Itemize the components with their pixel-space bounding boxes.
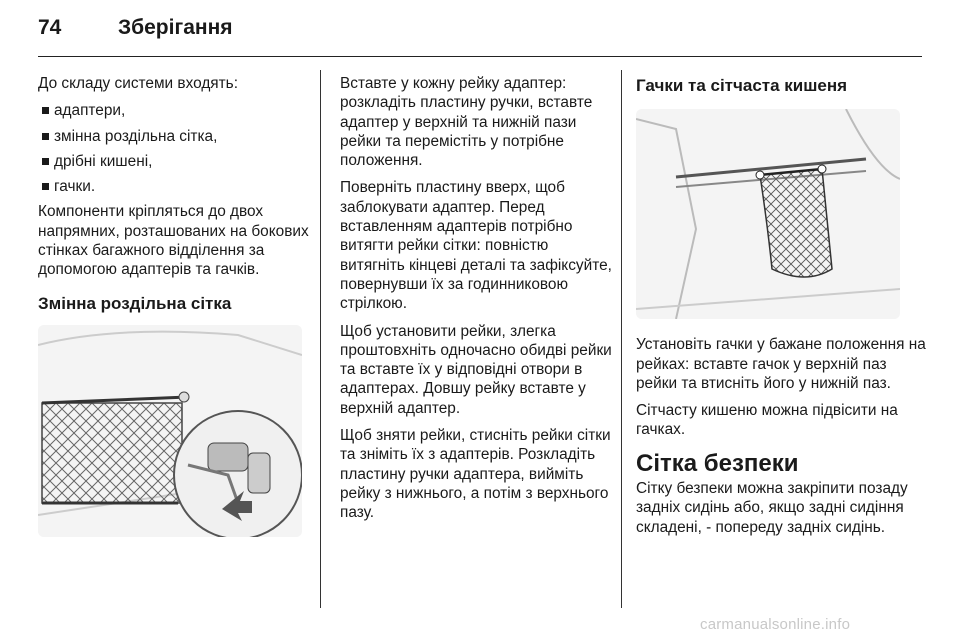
column-2 [340, 74, 612, 531]
section-title-hooks: Гачки та сітчаста кишеня [636, 76, 848, 95]
column-1 [38, 74, 310, 537]
watermark: carmanualsonline.info [700, 616, 851, 633]
page-title: Зберігання [118, 16, 233, 39]
paragraph: Поверніть пластину вверх, щоб заблокувати адаптер. Перед вставленням адаптерів потрібно витягти рейки сітки: повністю витягніть кінцеві деталі та зафіксуйте, повернувши їх за годинниковою стрілкою. [340, 179, 612, 313]
section-title-safety-net: Сітка безпеки [636, 449, 799, 477]
page-number: 74 [38, 16, 62, 39]
column-divider-2 [621, 70, 622, 608]
intro-text: До складу системи входять: [38, 75, 238, 92]
list-item: дрібні кишені, [38, 152, 310, 171]
list-item: адаптери, [38, 101, 310, 120]
paragraph: Щоб зняти рейки, стисніть рейки сітки та зніміть їх з адаптерів. Розкладіть пластину ручки адаптера, вийміть рейку з нижнього, а потім з верхнього пазу. [340, 427, 611, 522]
list-item: змінна роздільна сітка, [38, 127, 310, 146]
paragraph: Сітку безпеки можна закріпити позаду задніх сидінь або, якщо задні сидіння складені, - попереду задніх сидінь. [636, 480, 908, 536]
paragraph: Щоб установити рейки, злегка проштовхніть одночасно обидві рейки та вставте їх у відповідні отвори в адаптерах. Довшу рейку вставте у верхній адаптер. [340, 322, 612, 417]
component-list [38, 101, 310, 196]
paragraph: Установіть гачки у бажане положення на рейках: вставте гачок у верхній паз рейки та втисніть його у нижній паз. [636, 336, 926, 392]
list-item: гачки. [38, 177, 310, 196]
header-rule [38, 56, 922, 57]
column-divider-1 [320, 70, 321, 608]
section-title-divider-net: Змінна роздільна сітка [38, 293, 232, 313]
paragraph: Вставте у кожну рейку адаптер: розкладіть пластину ручки, вставте адаптер у верхній та нижній пази рейки та перемістіть у потрібне положення. [340, 75, 593, 170]
components-text: Компоненти кріпляться до двох напрямних, розташованих на бокових стінках багажного відділення за допомогою адаптерів та гачків. [38, 203, 309, 279]
paragraph: Сітчасту кишеню можна підвісити на гачках. [636, 402, 898, 439]
column-3 [636, 74, 926, 545]
mesh-pocket-illustration [636, 109, 900, 319]
divider-net-illustration [38, 325, 302, 537]
